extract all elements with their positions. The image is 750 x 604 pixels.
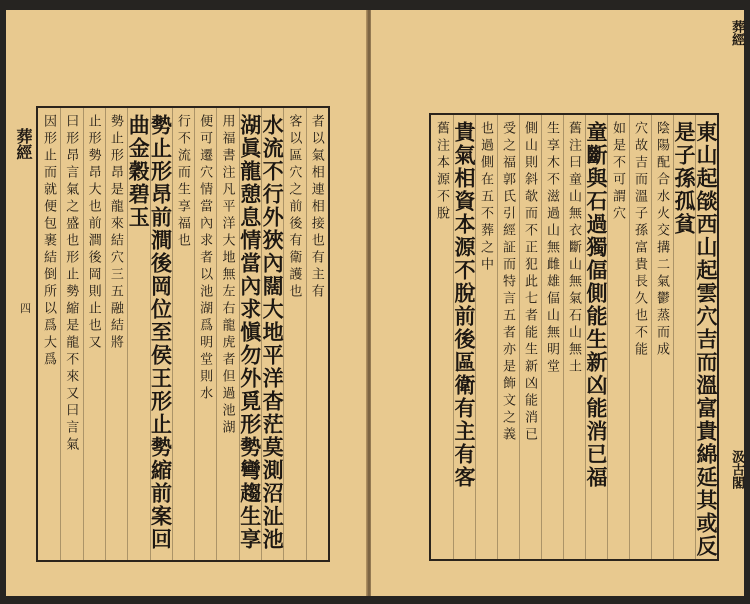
column-rule: [127, 108, 128, 560]
column-rule: [519, 115, 520, 559]
column-rule: [497, 115, 498, 559]
text-column: 勢止形昂是龍來結穴三五融結將: [107, 114, 123, 352]
right-page: [371, 10, 744, 596]
left-edge-title: 葬經: [14, 128, 33, 160]
text-column: 也過側在五不葬之中: [478, 121, 493, 274]
right-edge-title: 葬經: [729, 20, 744, 46]
column-rule: [453, 115, 454, 559]
text-column: 行不流而生享福也: [174, 114, 190, 250]
text-column: 便可遷穴情當內求者以池湖爲明堂則水: [197, 114, 213, 403]
text-column: 是子孫孤貧: [672, 121, 697, 236]
text-column: 水流不行外狹內闊大地平洋杳茫莫測沼沚池: [260, 114, 286, 551]
column-rule: [673, 115, 674, 559]
text-column: 勢止形昂前澗後岡位至侯王形止勢縮前案回: [148, 114, 174, 551]
text-column: 穴故吉而溫子孫富貴長久也不能: [632, 121, 647, 359]
column-rule: [651, 115, 652, 559]
folio-number: 四: [20, 302, 31, 315]
column-rule: [585, 115, 586, 559]
text-column: 曰形昂言氣之盛也形止勢縮是龍不來又曰言氣: [63, 114, 79, 454]
left-text-frame: [36, 106, 330, 562]
column-rule: [239, 108, 240, 560]
text-column: 曲金穀碧玉: [126, 114, 152, 229]
publisher-mark: 汲古閣: [729, 450, 744, 489]
text-column: 舊注本源不脫: [434, 121, 449, 223]
left-page: [6, 10, 367, 596]
text-column: 客以區穴之前後有衛護也: [286, 114, 302, 301]
column-rule: [563, 115, 564, 559]
text-column: 側山則斜欹而不正犯此七者能生新凶能消已: [522, 121, 537, 444]
text-column: 受之福郭氏引經証而特言五者亦是飾文之義: [500, 121, 515, 444]
text-column: 貴氣相資本源不脫前後區衛有主有客: [452, 121, 477, 489]
column-rule: [541, 115, 542, 559]
column-rule: [306, 108, 307, 560]
column-rule: [60, 108, 61, 560]
text-column: 止形勢昂大也前澗後岡則止也又: [85, 114, 101, 352]
column-rule: [194, 108, 195, 560]
text-column: 生享木不滋過山無雌雄偪山無明堂: [544, 121, 559, 376]
text-column: 東山起燄西山起雲穴吉而溫富貴綿延其或反: [694, 121, 719, 558]
text-column: 童斷與石過獨偪側能生新凶能消已福: [584, 121, 609, 489]
text-column: 舊注曰童山無衣斷山無氣石山無土: [566, 121, 581, 376]
right-text-frame: [429, 113, 719, 561]
column-rule: [629, 115, 630, 559]
text-column: 者以氣相連相接也有主有: [308, 114, 324, 301]
column-rule: [105, 108, 106, 560]
column-rule: [83, 108, 84, 560]
text-column: 湖眞龍憩息情當內求愼勿外覓形勢彎趨生享: [237, 114, 263, 551]
text-column: 陰陽配合水火交搆二氣鬱蒸而成: [654, 121, 669, 359]
column-rule: [216, 108, 217, 560]
text-column: 如是不可謂穴: [610, 121, 625, 223]
text-column: 用福書注凡平洋大地無左右龍虎者但過池湖: [219, 114, 235, 437]
text-column: 因形止而就便包裹結倒所以爲大爲: [41, 114, 56, 369]
